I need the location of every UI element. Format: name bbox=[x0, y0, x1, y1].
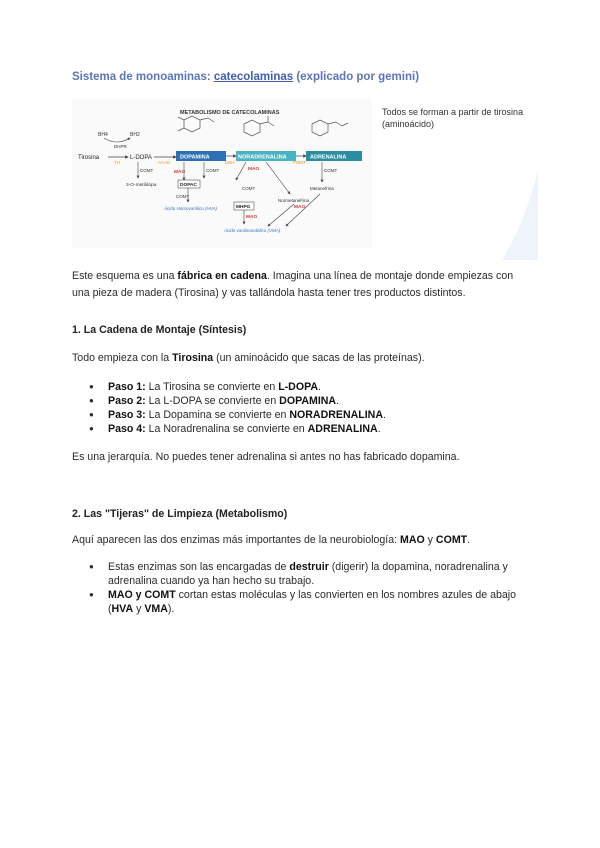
list-item: ● Paso 4: La Noradrenalina se convierte en ADRENALINA. bbox=[72, 422, 532, 436]
enzyme-mao-dopamina: MAO bbox=[174, 170, 186, 175]
label-tirosina: Tirosina bbox=[78, 155, 100, 161]
synthesis-steps-list bbox=[72, 380, 532, 436]
list-item: ● Paso 2: La L-DOPA se convierte en DOPAMINA. bbox=[72, 394, 532, 408]
list-item: ● Paso 1: La Tirosina se convierte en L-DOPA. bbox=[72, 380, 532, 394]
label-dopac: DOPAC bbox=[180, 183, 197, 188]
label-metanefrina: Metanefrina bbox=[310, 186, 334, 191]
arrow-noradrenalina-normetanefrina bbox=[266, 162, 290, 194]
section2-heading: 2. Las "Tijeras" de Limpieza (Metabolismo) bbox=[72, 508, 288, 520]
label-dopamina: DOPAMINA bbox=[180, 154, 210, 161]
title-link-catecolaminas[interactable]: catecolaminas bbox=[213, 71, 294, 83]
diagram-svg bbox=[72, 98, 372, 248]
list-item: ● Paso 3: La Dopamina se convierte en NORADRENALINA. bbox=[72, 408, 532, 422]
corner-watermark-shape bbox=[498, 170, 538, 260]
side-note: Todos se forman a partir de tirosina (aminoácido) bbox=[382, 107, 524, 129]
enzyme-comt-adrenalina: COMT bbox=[324, 168, 338, 173]
metabolism-list bbox=[72, 560, 532, 616]
enzyme-th: TH bbox=[114, 160, 120, 165]
list-item: ● Estas enzimas son las encargadas de destruir (digerir) la dopamina, noradrenalina y adrenalina cuando ya han hecho su trabajo. bbox=[72, 560, 532, 588]
label-metildopa: 3-O-metildopa bbox=[126, 183, 157, 188]
enzyme-mao-noradrenalina: MAO bbox=[248, 167, 260, 172]
enzyme-mao-mhpg: MAO bbox=[246, 215, 258, 220]
title-suffix: (explicado por gemini) bbox=[293, 71, 420, 83]
page-title bbox=[72, 71, 419, 83]
label-bh4: BH4 bbox=[98, 132, 108, 138]
label-adrenalina: ADRENALINA bbox=[310, 154, 347, 161]
diagram-heading: METABOLISMO DE CATECOLAMINAS bbox=[180, 110, 280, 116]
label-ldopa: L-DOPA bbox=[130, 155, 152, 161]
label-bh2: BH2 bbox=[130, 132, 140, 138]
arrow-normetanefrina-vma bbox=[268, 204, 294, 226]
enzyme-comt-ldopa: COMT bbox=[140, 168, 154, 173]
molecule-adrenaline-structure bbox=[312, 120, 348, 136]
arrow-noradrenalina-mao bbox=[236, 162, 246, 180]
enzyme-mao-metanefrina: MAO bbox=[294, 205, 306, 210]
list-item: ● MAO y COMT cortan estas moléculas y las convierten en los nombres azules de abajo (HVA y VMA). bbox=[72, 588, 532, 616]
section1-closing: Es una jerarquía. No puedes tener adrenalina si antes no has fabricado dopamina. bbox=[72, 451, 460, 463]
section1-heading: 1. La Cadena de Montaje (Síntesis) bbox=[72, 324, 247, 336]
catecholamine-metabolism-diagram bbox=[72, 98, 372, 248]
enzyme-comt-dopamina: COMT bbox=[206, 168, 220, 173]
label-vma: Ácido vanilmandélico (VMA) bbox=[224, 228, 281, 233]
enzyme-aaad: AAAD bbox=[158, 160, 171, 165]
enzyme-comt-noradrenalina: COMT bbox=[242, 186, 256, 191]
section1-lead: Todo empieza con la Tirosina (un aminoácido que sacas de las proteínas). bbox=[72, 352, 425, 364]
section2-lead: Aquí aparecen las dos enzimas más importantes de la neurobiología: MAO y COMT. bbox=[72, 534, 471, 546]
label-hva: Ácido Homovanílico (HVA) bbox=[164, 206, 218, 211]
label-noradrenalina: NORADRENALINA bbox=[238, 154, 287, 161]
enzyme-dbh: DBH bbox=[225, 160, 235, 165]
label-mhpg: MHPG bbox=[236, 205, 251, 210]
label-dhpr: DHPR bbox=[114, 144, 127, 149]
cofactor-arc bbox=[104, 138, 130, 142]
molecule-dopamine-structure bbox=[178, 116, 214, 132]
enzyme-pnmt: PNMT bbox=[293, 160, 306, 165]
enzyme-comt-dopac: COMT bbox=[176, 194, 190, 199]
label-normetanefrina: Normetanefrina bbox=[278, 198, 310, 203]
title-prefix: Sistema de monoaminas: bbox=[72, 71, 214, 83]
intro-paragraph: Este esquema es una fábrica en cadena. Imagina una línea de montaje donde empiezas con una pieza de madera (Tirosina) y vas tallándola hasta tener tres productos distintos. bbox=[72, 270, 514, 299]
molecule-noradrenaline-structure bbox=[244, 116, 274, 136]
